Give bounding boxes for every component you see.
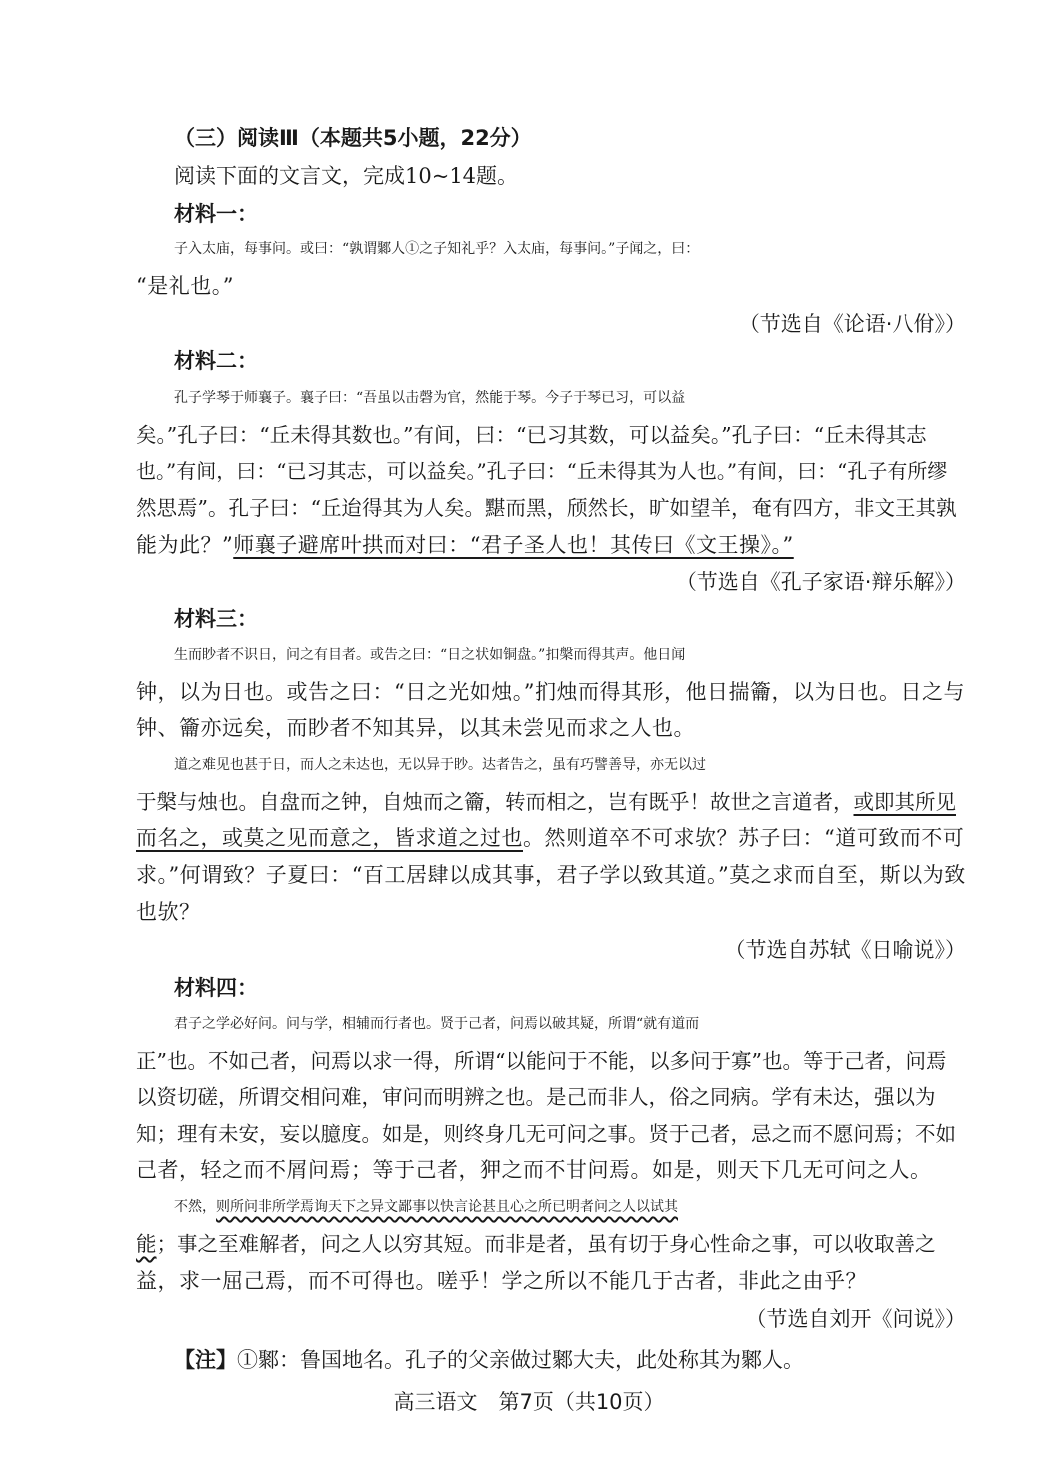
material3-line6-plain: 。然则道卒不可求欤？苏子曰：“道可致而不可: [523, 826, 965, 850]
material3-label: 材料三：: [174, 607, 258, 631]
footnote-text: ①鄹：鲁国地名。孔子的父亲做过鄹大夫，此处称其为鄹人。: [237, 1348, 804, 1372]
material4-line6-plain: 不然，: [174, 1199, 216, 1215]
material4-line: 己者，轻之而不屑问焉；等于己者，狎之而不甘问焉。如是，则天下几无可问之人。: [136, 1158, 932, 1182]
material4-line: 知；理有未安，妄以臆度。如是，则终身几无可问之事。贤于己者，忌之而不愿问焉；不如: [136, 1122, 956, 1146]
material4-line: 益，求一屈己焉，而不可得也。嗟乎！学之所以不能几于古者，非此之由乎？: [136, 1269, 867, 1293]
material4-wavy-end: 能: [136, 1232, 157, 1256]
material4-line: 君子之学必好问。问与学，相辅而行者也。贤于己者，问焉以破其疑，所谓“就有道而: [174, 1016, 700, 1032]
material1-line: “是礼也。”: [136, 274, 234, 298]
material1-label: 材料一：: [174, 202, 258, 226]
page-footer: 高三语文 第7页（共10页）: [393, 1390, 665, 1414]
material4-label: 材料四：: [174, 976, 258, 1000]
material3-line: 钟，以为日也。或告之曰：“日之光如烛。”扪烛而得其形，他日揣籥，以为日也。日之与: [136, 680, 965, 704]
material1-line: 子入太庙，每事问。或曰：“孰谓鄹人①之子知礼乎？入太庙，每事问。”子闻之，曰：: [174, 241, 700, 257]
material2-line: 然思焉”。孔子曰：“丘迨得其为人矣。黮而黑，颀然长，旷如望羊，奄有四方，非文王其孰: [136, 496, 957, 520]
instruction: 阅读下面的文言文，完成10~14题。: [174, 164, 519, 188]
material4-line-6: [174, 1193, 1004, 1221]
material2-label: 材料二：: [174, 349, 258, 373]
material2-underlined-sentence: 师襄子避席叶拱而对曰：“君子圣人也！其传曰《文王操》。”: [233, 533, 794, 557]
material3-line: 生而眇者不识日，问之有目者。或告之曰：“日之状如铜盘。”扣槃而得其声。他日闻: [174, 647, 686, 663]
material3-line: 道之难见也甚于日，而人之未达也，无以异于眇。达者告之，虽有巧譬善导，亦无以过: [174, 757, 706, 773]
material4-line: 以资切磋，所谓交相问难，审问而明辨之也。是己而非人，俗之同病。学有未达，强以为: [136, 1085, 936, 1109]
material3-line5-plain: 于槃与烛也。自盘而之钟，自烛而之籥，转而相之，岂有既乎！故世之言道者，: [136, 790, 854, 814]
material2-last-plain: 能为此？”: [136, 533, 234, 557]
material3-underlined-part2: 而名之，或莫之见而意之，皆求道之过也: [136, 826, 523, 850]
material4-line-7: [136, 1230, 966, 1258]
material2-line: 孔子学琴于师襄子。襄子曰：“吾虽以击磬为官，然能于琴。今子于琴已习，可以益: [174, 390, 686, 406]
material3-underlined-part1: 或即其所见: [853, 790, 956, 814]
material3-line: 也欤？: [136, 900, 201, 924]
material4-source: （节选自刘开《问说》）: [745, 1307, 966, 1331]
material3-line-5: [136, 788, 966, 816]
footnote: [174, 1344, 804, 1374]
footnote-label: 【注】: [174, 1348, 237, 1372]
material1-source: （节选自《论语·八佾》）: [738, 312, 966, 336]
material4-wavy-sentence: 则所问非所学焉询天下之异文鄙事以快言论甚且心之所已明者问之人以试其: [216, 1199, 678, 1215]
material2-line: 也。”有间，曰：“已习其志，可以益矣。”孔子曰：“丘未得其为人也。”有间，曰：“孔子有所缪: [136, 459, 948, 483]
material3-source: （节选自苏轼《日喻说》）: [724, 938, 966, 962]
material2-last-line: [136, 531, 966, 559]
material4-line: 正”也。不如己者，问焉以求一得，所谓“以能问于不能，以多问于寡”也。等于己者，问焉: [136, 1049, 947, 1073]
material3-line-6: [136, 824, 966, 852]
material2-line: 矣。”孔子曰：“丘未得其数也。”有间，曰：“已习其数，可以益矣。”孔子曰：“丘未得其志: [136, 423, 927, 447]
material3-line: 钟、籥亦远矣，而眇者不知其异，以其未尝见而求之人也。: [136, 716, 695, 740]
material4-line7-plain: ；事之至难解者，问之人以穷其短。而非是者，虽有切于身心性命之事，可以收取善之: [156, 1232, 936, 1256]
material3-line: 求。”何谓致？子夏曰：“百工居肆以成其事，君子学以致其道。”莫之求而自至，斯以为致: [136, 863, 966, 887]
section-title: （三）阅读Ⅲ（本题共5小题，22分）: [174, 126, 532, 150]
material2-source: （节选自《孔子家语·辩乐解》）: [675, 570, 966, 594]
